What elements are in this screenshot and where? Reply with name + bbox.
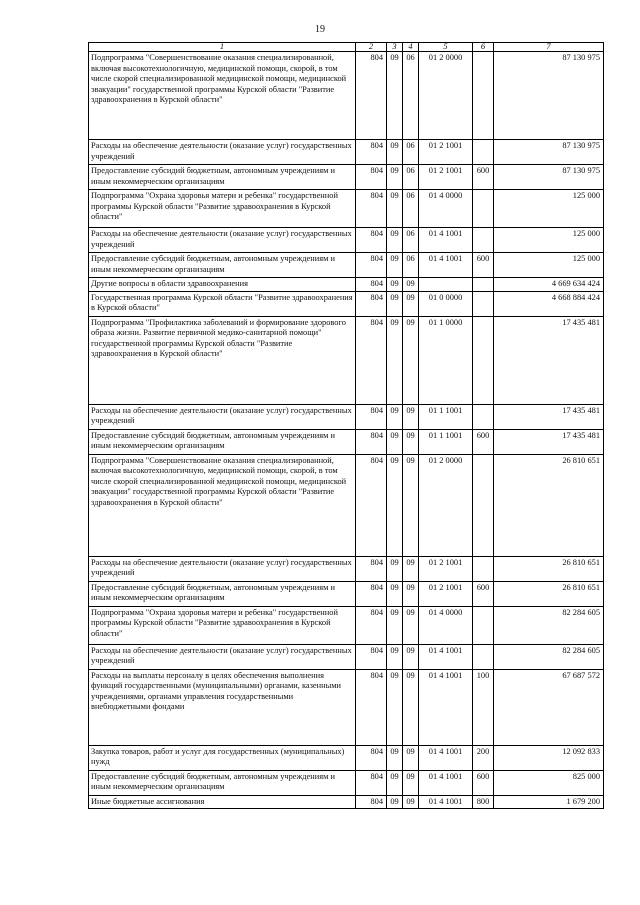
ministry-code-cell: 804 xyxy=(356,581,387,606)
target-article-cell: 01 4 1001 xyxy=(419,745,473,770)
amount-cell: 125 000 xyxy=(494,228,604,253)
amount-cell: 82 284 605 xyxy=(494,644,604,669)
column-header: 1 xyxy=(89,43,356,52)
table-header-row xyxy=(89,43,604,52)
subsection-code-cell: 09 xyxy=(403,291,419,316)
column-header: 5 xyxy=(419,43,473,52)
subsection-code-cell: 09 xyxy=(403,556,419,581)
ministry-code-cell: 804 xyxy=(356,52,387,140)
ministry-code-cell: 804 xyxy=(356,404,387,429)
table-row xyxy=(89,140,604,165)
amount-cell: 26 810 651 xyxy=(494,581,604,606)
target-article-cell: 01 2 1001 xyxy=(419,556,473,581)
ministry-code-cell: 804 xyxy=(356,644,387,669)
row-name-cell: Государственная программа Курской области "Развитие здравоохранения в Курской области" xyxy=(89,291,356,316)
table-row xyxy=(89,795,604,809)
row-name-cell: Подпрограмма "Совершенствование оказания специализированной, включая высокотехнологичную, медицинской помощи, скорой, в том числе скорой специализированной медицинской помощи, медицинской эвакуации" государственной программы Курской области "Развитие здравоохранения в Курской области" xyxy=(89,454,356,556)
amount-cell: 67 687 572 xyxy=(494,669,604,745)
expense-type-cell xyxy=(473,140,494,165)
row-name-cell: Подпрограмма "Совершенствование оказания специализированной, включая высокотехнологичную, медицинской помощи, скорой, в том числе скорой специализированной медицинской помощи, медицинской эвакуации" государственной программы Курской области "Развитие здравоохранения в Курской области" xyxy=(89,52,356,140)
row-name-cell: Расходы на обеспечение деятельности (оказание услуг) государственных учреждений xyxy=(89,228,356,253)
row-name-cell: Предоставление субсидий бюджетным, автономным учреждениям и иным некоммерческим организациям xyxy=(89,581,356,606)
subsection-code-cell: 09 xyxy=(403,316,419,404)
target-article-cell: 01 1 1001 xyxy=(419,404,473,429)
expense-type-cell: 800 xyxy=(473,795,494,809)
subsection-code-cell: 09 xyxy=(403,795,419,809)
expense-type-cell xyxy=(473,454,494,556)
subsection-code-cell: 06 xyxy=(403,140,419,165)
row-name-cell: Иные бюджетные ассигнования xyxy=(89,795,356,809)
row-name-cell: Расходы на обеспечение деятельности (оказание услуг) государственных учреждений xyxy=(89,556,356,581)
target-article-cell: 01 4 1001 xyxy=(419,795,473,809)
section-code-cell: 09 xyxy=(387,316,403,404)
subsection-code-cell: 09 xyxy=(403,669,419,745)
expense-type-cell xyxy=(473,316,494,404)
ministry-code-cell: 804 xyxy=(356,316,387,404)
subsection-code-cell: 09 xyxy=(403,454,419,556)
section-code-cell: 09 xyxy=(387,165,403,190)
row-name-cell: Подпрограмма "Охрана здоровья матери и ребенка" государственной программы Курской области "Развитие здравоохранения в Курской области" xyxy=(89,606,356,644)
amount-cell: 4 668 884 424 xyxy=(494,291,604,316)
amount-cell: 125 000 xyxy=(494,190,604,228)
row-name-cell: Предоставление субсидий бюджетным, автономным учреждениям и иным некоммерческим организациям xyxy=(89,429,356,454)
row-name-cell: Расходы на обеспечение деятельности (оказание услуг) государственных учреждений xyxy=(89,644,356,669)
row-name-cell: Другие вопросы в области здравоохранения xyxy=(89,278,356,292)
section-code-cell: 09 xyxy=(387,795,403,809)
target-article-cell: 01 2 0000 xyxy=(419,454,473,556)
subsection-code-cell: 06 xyxy=(403,165,419,190)
expense-type-cell xyxy=(473,644,494,669)
expense-type-cell xyxy=(473,404,494,429)
subsection-code-cell: 09 xyxy=(403,745,419,770)
section-code-cell: 09 xyxy=(387,606,403,644)
subsection-code-cell: 09 xyxy=(403,644,419,669)
target-article-cell xyxy=(419,278,473,292)
amount-cell: 17 435 481 xyxy=(494,404,604,429)
section-code-cell: 09 xyxy=(387,291,403,316)
expense-type-cell xyxy=(473,278,494,292)
expense-type-cell xyxy=(473,291,494,316)
row-name-cell: Закупка товаров, работ и услуг для государственных (муниципальных) нужд xyxy=(89,745,356,770)
subsection-code-cell: 09 xyxy=(403,404,419,429)
ministry-code-cell: 804 xyxy=(356,556,387,581)
row-name-cell: Предоставление субсидий бюджетным, автономным учреждениям и иным некоммерческим организациям xyxy=(89,253,356,278)
target-article-cell: 01 2 1001 xyxy=(419,581,473,606)
row-name-cell: Подпрограмма "Охрана здоровья матери и ребенка" государственной программы Курской области "Развитие здравоохранения в Курской области" xyxy=(89,190,356,228)
expense-type-cell: 200 xyxy=(473,745,494,770)
expense-type-cell xyxy=(473,52,494,140)
expense-type-cell: 600 xyxy=(473,770,494,795)
section-code-cell: 09 xyxy=(387,770,403,795)
target-article-cell: 01 2 1001 xyxy=(419,165,473,190)
column-header: 6 xyxy=(473,43,494,52)
subsection-code-cell: 09 xyxy=(403,278,419,292)
section-code-cell: 09 xyxy=(387,404,403,429)
target-article-cell: 01 1 0000 xyxy=(419,316,473,404)
subsection-code-cell: 09 xyxy=(403,606,419,644)
column-header: 4 xyxy=(403,43,419,52)
target-article-cell: 01 1 1001 xyxy=(419,429,473,454)
ministry-code-cell: 804 xyxy=(356,454,387,556)
table-row xyxy=(89,454,604,556)
table-row xyxy=(89,745,604,770)
target-article-cell: 01 4 1001 xyxy=(419,669,473,745)
expense-type-cell: 600 xyxy=(473,429,494,454)
amount-cell: 12 092 833 xyxy=(494,745,604,770)
subsection-code-cell: 06 xyxy=(403,190,419,228)
target-article-cell: 01 4 1001 xyxy=(419,228,473,253)
row-name-cell: Расходы на выплаты персоналу в целях обеспечения выполнения функций государственными (муниципальными) органами, казенными учреждениями, органами управления государственными внебюджетными фондами xyxy=(89,669,356,745)
subsection-code-cell: 09 xyxy=(403,429,419,454)
section-code-cell: 09 xyxy=(387,644,403,669)
column-header: 7 xyxy=(494,43,604,52)
target-article-cell: 01 2 1001 xyxy=(419,140,473,165)
table-row xyxy=(89,606,604,644)
expense-type-cell xyxy=(473,228,494,253)
table-row xyxy=(89,404,604,429)
target-article-cell: 01 4 0000 xyxy=(419,606,473,644)
amount-cell: 125 000 xyxy=(494,253,604,278)
ministry-code-cell: 804 xyxy=(356,745,387,770)
amount-cell: 17 435 481 xyxy=(494,429,604,454)
column-header: 2 xyxy=(356,43,387,52)
amount-cell: 87 130 975 xyxy=(494,165,604,190)
amount-cell: 82 284 605 xyxy=(494,606,604,644)
amount-cell: 26 810 651 xyxy=(494,454,604,556)
section-code-cell: 09 xyxy=(387,581,403,606)
subsection-code-cell: 06 xyxy=(403,52,419,140)
target-article-cell: 01 4 0000 xyxy=(419,190,473,228)
row-name-cell: Подпрограмма "Профилактика заболеваний и формирование здорового образа жизни. Развитие первичной медико-санитарной помощи" государственной программы Курской области "Развитие здравоохранения в Курской области" xyxy=(89,316,356,404)
ministry-code-cell: 804 xyxy=(356,770,387,795)
target-article-cell: 01 4 1001 xyxy=(419,253,473,278)
expense-type-cell xyxy=(473,556,494,581)
subsection-code-cell: 06 xyxy=(403,253,419,278)
section-code-cell: 09 xyxy=(387,745,403,770)
ministry-code-cell: 804 xyxy=(356,429,387,454)
target-article-cell: 01 4 1001 xyxy=(419,644,473,669)
column-header: 3 xyxy=(387,43,403,52)
table-row xyxy=(89,253,604,278)
target-article-cell: 01 4 1001 xyxy=(419,770,473,795)
table-row xyxy=(89,581,604,606)
section-code-cell: 09 xyxy=(387,429,403,454)
amount-cell: 17 435 481 xyxy=(494,316,604,404)
ministry-code-cell: 804 xyxy=(356,140,387,165)
table-row xyxy=(89,669,604,745)
subsection-code-cell: 09 xyxy=(403,581,419,606)
section-code-cell: 09 xyxy=(387,228,403,253)
amount-cell: 87 130 975 xyxy=(494,140,604,165)
row-name-cell: Расходы на обеспечение деятельности (оказание услуг) государственных учреждений xyxy=(89,404,356,429)
subsection-code-cell: 09 xyxy=(403,770,419,795)
ministry-code-cell: 804 xyxy=(356,190,387,228)
ministry-code-cell: 804 xyxy=(356,606,387,644)
section-code-cell: 09 xyxy=(387,454,403,556)
table-row xyxy=(89,165,604,190)
table-row xyxy=(89,228,604,253)
table-row xyxy=(89,52,604,140)
ministry-code-cell: 804 xyxy=(356,253,387,278)
section-code-cell: 09 xyxy=(387,52,403,140)
table-row xyxy=(89,278,604,292)
ministry-code-cell: 804 xyxy=(356,291,387,316)
section-code-cell: 09 xyxy=(387,140,403,165)
amount-cell: 1 679 200 xyxy=(494,795,604,809)
amount-cell: 26 810 651 xyxy=(494,556,604,581)
ministry-code-cell: 804 xyxy=(356,165,387,190)
expense-type-cell: 600 xyxy=(473,165,494,190)
amount-cell: 825 000 xyxy=(494,770,604,795)
amount-cell: 87 130 975 xyxy=(494,52,604,140)
row-name-cell: Расходы на обеспечение деятельности (оказание услуг) государственных учреждений xyxy=(89,140,356,165)
target-article-cell: 01 0 0000 xyxy=(419,291,473,316)
section-code-cell: 09 xyxy=(387,278,403,292)
table-row xyxy=(89,429,604,454)
expense-type-cell xyxy=(473,606,494,644)
table-row xyxy=(89,316,604,404)
table-row xyxy=(89,556,604,581)
table-row xyxy=(89,644,604,669)
page-number: 19 xyxy=(315,24,325,35)
section-code-cell: 09 xyxy=(387,253,403,278)
section-code-cell: 09 xyxy=(387,669,403,745)
expense-type-cell: 600 xyxy=(473,581,494,606)
target-article-cell: 01 2 0000 xyxy=(419,52,473,140)
row-name-cell: Предоставление субсидий бюджетным, автономным учреждениям и иным некоммерческим организациям xyxy=(89,770,356,795)
section-code-cell: 09 xyxy=(387,190,403,228)
amount-cell: 4 669 634 424 xyxy=(494,278,604,292)
row-name-cell: Предоставление субсидий бюджетным, автономным учреждениям и иным некоммерческим организациям xyxy=(89,165,356,190)
table-row xyxy=(89,291,604,316)
section-code-cell: 09 xyxy=(387,556,403,581)
ministry-code-cell: 804 xyxy=(356,228,387,253)
ministry-code-cell: 804 xyxy=(356,278,387,292)
ministry-code-cell: 804 xyxy=(356,669,387,745)
table-row xyxy=(89,770,604,795)
expense-type-cell: 100 xyxy=(473,669,494,745)
table-row xyxy=(89,190,604,228)
budget-table xyxy=(88,42,604,809)
ministry-code-cell: 804 xyxy=(356,795,387,809)
expense-type-cell xyxy=(473,190,494,228)
subsection-code-cell: 06 xyxy=(403,228,419,253)
expense-type-cell: 600 xyxy=(473,253,494,278)
